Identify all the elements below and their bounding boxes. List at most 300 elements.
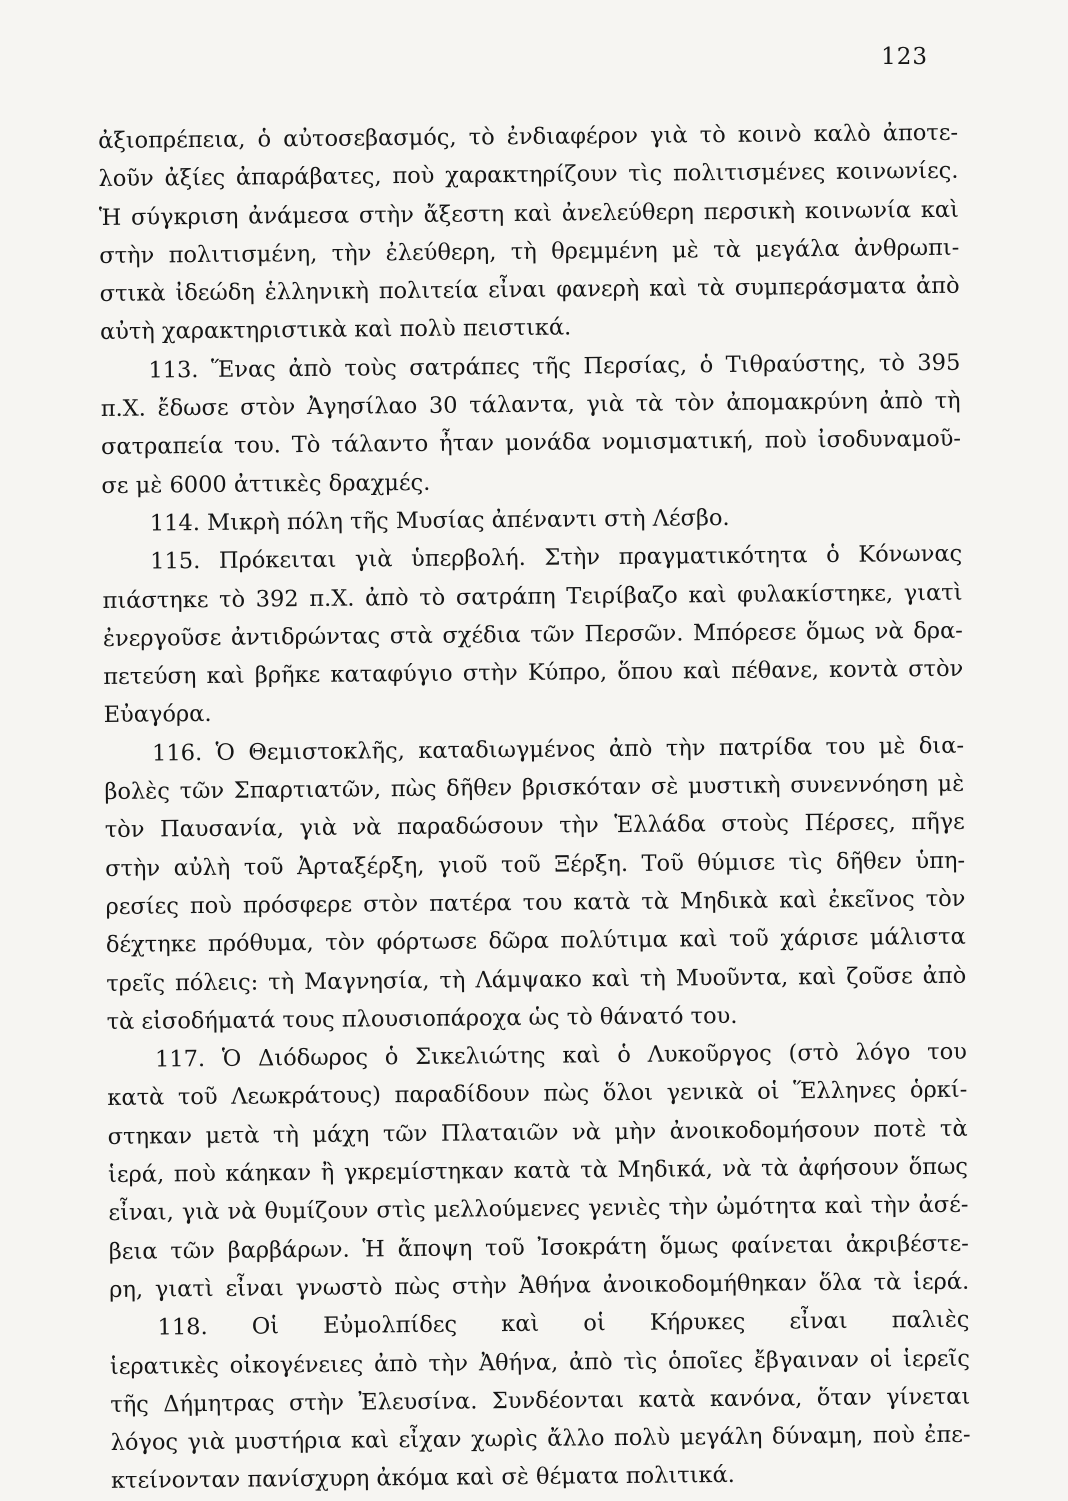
word: Μπόρεσε [692, 619, 797, 647]
word: μὴν [614, 1118, 657, 1145]
word: κατὰ [638, 1386, 696, 1413]
word: Ἀρταξέρξη, [296, 852, 425, 880]
word: τὴν [668, 1194, 709, 1221]
word: κοντὰ [828, 656, 899, 684]
word: φόρτωσε [376, 928, 478, 956]
word: καὶ [206, 662, 245, 690]
word: πόλεις: [174, 969, 259, 996]
word: ζοῦσε [846, 962, 913, 990]
word: καὶ [513, 200, 553, 227]
word: μυστήρια [234, 1427, 342, 1455]
word: γενιὲς [588, 1194, 661, 1222]
word: στὶς [376, 1197, 426, 1224]
word: 115. [150, 548, 201, 575]
word: γκρεμίστηκαν [343, 1158, 505, 1186]
word: μεγάλα [755, 235, 840, 263]
word: Τὸ [291, 432, 321, 459]
word: τὸ [468, 124, 495, 151]
word: στηκαν [107, 1122, 193, 1150]
word: ἔδωσε [157, 394, 229, 422]
word: τάλαντα, [469, 391, 575, 419]
word: Διόδωρος [257, 1044, 369, 1072]
word: πὼς [543, 1080, 590, 1108]
word: καὶ [350, 1427, 390, 1454]
word: ἀνοικοδομήσουν [669, 1116, 861, 1145]
word: γιατὶ [903, 579, 963, 606]
word: ἀπὸ [364, 584, 409, 612]
word: καὶ [682, 658, 722, 685]
word: σατράπη [455, 583, 556, 611]
word: στὸν [363, 890, 419, 918]
note-114: 114. Μικρὴ πόλη τῆς Μυσίας ἀπέναντι στὴ Λέσβο. [149, 504, 730, 537]
word: ὅπως [908, 1153, 969, 1181]
word: ἀφήσουν [798, 1154, 900, 1182]
word: ποὺ [189, 892, 233, 920]
word: ἀπὸ [922, 962, 967, 989]
text-line: κτείνονταν πανίσχυρη ἀκόμα καὶ σὲ θέματα πολιτικά. [110, 1462, 736, 1495]
word: τὸν [325, 929, 366, 957]
word: στὰ [389, 622, 433, 650]
word: γιὰ [181, 1199, 220, 1226]
word: γίνεται [886, 1383, 971, 1411]
word: πολὺ [613, 1424, 671, 1452]
word: σύγκριση [130, 203, 239, 231]
page-number: 123 [881, 44, 928, 70]
word: ὁποῖες [667, 1347, 744, 1375]
word: γνωστὸ [295, 1274, 383, 1302]
word: νομισματική, [601, 428, 754, 456]
word: ἦταν [439, 430, 495, 458]
word: πολιτεία [378, 277, 479, 305]
word: κατὰ [513, 1157, 571, 1185]
word: τοῦ [243, 853, 284, 881]
word: ἰσοδυναμοῦ- [817, 426, 962, 454]
word: ἄλλο [547, 1425, 605, 1452]
word: τὰ [635, 390, 664, 417]
text-line: τὰ εἰσοδήματά τους πλουσιοπάροχα ὡς τὸ θάνατό του. [106, 1002, 738, 1035]
word: ἐπε- [924, 1421, 971, 1449]
word: ὅμως [659, 1232, 719, 1260]
word: στὴν [99, 242, 155, 269]
notes-body [98, 114, 971, 1501]
word: καὶ [501, 1311, 540, 1338]
word: του [927, 1038, 967, 1066]
word: στὴν [462, 660, 518, 687]
word: νὰ [874, 618, 904, 645]
word: κανόνα, [709, 1385, 803, 1412]
word: πῆγε [911, 809, 965, 836]
word: τῆς [532, 353, 571, 380]
word: ἀπὸ [288, 355, 333, 382]
word: παραδώσουν [396, 813, 544, 841]
word: θύμισε [697, 849, 776, 876]
word: δῶρα [488, 927, 549, 955]
word: στὴν [288, 1389, 345, 1417]
word: Πρόκειται [218, 546, 337, 575]
word: αὐτοσεβασμός, [283, 124, 457, 153]
word: Θεμιστοκλῆς, [248, 737, 405, 766]
word: Ἀθήνα, [478, 1349, 559, 1376]
word: πὼς [394, 1273, 441, 1301]
word: τοῦ [500, 851, 541, 878]
word: Πέρσες, [804, 809, 896, 837]
word: ἀσέ- [918, 1192, 969, 1219]
word: ἀπὸ [373, 1350, 418, 1377]
word: ὁ [617, 1042, 632, 1069]
word: καὶ [779, 887, 818, 914]
word: οἱ [757, 1078, 780, 1106]
word: ἐκεῖνος [828, 886, 915, 913]
word: γιὰ [586, 391, 625, 418]
word: ἐνεργοῦσε [102, 624, 222, 652]
word: συνεννόηση [790, 771, 929, 799]
word: στὸν [908, 655, 964, 683]
word: ἀνάμεσα [248, 202, 350, 230]
word: σατράπες [409, 353, 520, 381]
word: 395 [917, 349, 961, 376]
word: Οἱ [251, 1313, 280, 1340]
word: δύναμη, [771, 1422, 864, 1450]
word: ἀξιοπρέπεια, [98, 126, 246, 154]
word: στὴν [358, 201, 415, 229]
word: ρεσίες [105, 893, 179, 920]
word: ὅλοι [602, 1080, 654, 1107]
word: νὰ [571, 1118, 601, 1146]
word: Ἑλλάδα [614, 811, 706, 839]
word: τὴν [428, 1350, 469, 1377]
word: μὲ [937, 770, 965, 798]
word: ἀνθρωπι- [853, 234, 960, 262]
word: μὲ [878, 733, 906, 760]
word: Ἀγησίλαο [306, 393, 418, 421]
word: νὰ [352, 814, 382, 841]
word: ἱερατικὲς [109, 1352, 219, 1380]
word: Τειρίβαζο [566, 582, 678, 610]
word: καὶ [562, 1042, 601, 1069]
word: λόγος [110, 1429, 179, 1457]
word: Ξέρξη. [554, 850, 629, 878]
word: ἀποτε- [882, 119, 959, 147]
word: του [825, 733, 866, 760]
word: παραδίδουν [394, 1081, 530, 1109]
word: ὑπερβολή. [410, 545, 526, 573]
word: τὸ [419, 584, 446, 611]
word: κοινὸ [737, 121, 802, 148]
text-line: σε μὲ 6000 ἀττικὲς δραχμές. [101, 469, 431, 499]
word: Περσῶν. [584, 620, 684, 648]
word: Εὐμολπίδες [323, 1311, 458, 1340]
word: Λάμψακο [475, 965, 583, 993]
word: Τιθραύστης, [725, 350, 867, 378]
word: ἱερά. [912, 1268, 970, 1296]
word: π.Χ. [100, 395, 147, 423]
text-line: Εὐαγόρα. [103, 701, 212, 729]
word: δια- [918, 732, 965, 759]
word: τὸν [674, 390, 715, 417]
word: τὰ [760, 1155, 789, 1182]
word: ἀνελεύθερη [561, 198, 695, 227]
word: πιάστηκε [102, 586, 209, 614]
word: πατέρα [429, 890, 512, 917]
word: καταφύγιο [330, 660, 453, 688]
word: πολύτιμα [560, 926, 668, 954]
word: εἶναι [488, 276, 547, 304]
word: Λεωκράτους) [231, 1082, 382, 1111]
word: τῆς [110, 1391, 149, 1418]
word: ποτὲ [873, 1115, 927, 1143]
word: ἀκριβέστε- [845, 1230, 969, 1258]
word: τὸ [878, 350, 905, 377]
word: συμπεράσματα [734, 273, 907, 302]
word: Πλαταιῶν [440, 1119, 559, 1147]
word: καταδιωγμένος [418, 736, 596, 764]
word: ἀπὸ [915, 272, 960, 300]
word: καὶ [920, 196, 960, 223]
word: ἀπὸ [568, 1348, 613, 1376]
word: τὰ [713, 236, 741, 263]
word: φυλακίστηκε, [737, 579, 894, 608]
word: τὴν [559, 812, 599, 839]
word: καὶ [688, 581, 727, 608]
word: Μαγνησία, [304, 967, 430, 995]
word: τῶν [382, 1120, 428, 1148]
word: στὸν [240, 394, 296, 421]
word: πρόθυμα, [207, 930, 314, 958]
word: εἶναι [225, 1275, 284, 1302]
word: ὁ [826, 542, 840, 569]
word: ποὺ [764, 427, 807, 454]
word: καλὸ [813, 120, 871, 148]
word: ἐνδιαφέρον [506, 122, 639, 151]
word: μετὰ [205, 1122, 260, 1149]
word: τὴν [331, 240, 372, 267]
word: Ἕνας [210, 356, 276, 383]
word: τῶν [179, 777, 225, 805]
word: περσικὴ [703, 197, 796, 225]
word: 118. [157, 1314, 208, 1341]
word: στὴν [451, 1273, 508, 1300]
word: τὸ [218, 586, 246, 613]
word: τὴ [934, 387, 961, 415]
word: τὰ [580, 1157, 609, 1184]
word: παλιὲς [891, 1306, 970, 1334]
word: Δήμητρας [163, 1390, 275, 1418]
word: Κήρυκες [649, 1309, 746, 1336]
word: ἱερεῖς [902, 1345, 971, 1372]
word: αὐλὴ [173, 854, 231, 881]
word: τάλαντο [331, 431, 429, 459]
word: Ἐλευσίνα. [358, 1388, 478, 1416]
word: ἔβγαιναν [753, 1346, 860, 1374]
text-line: αὐτὴ χαρακτηριστικὰ καὶ πολὺ πειστικά. [99, 314, 572, 346]
word: εἶναι [789, 1308, 848, 1335]
word: Τοῦ [641, 850, 684, 877]
word: τὸν [104, 816, 145, 844]
word: φαίνεται [731, 1231, 834, 1259]
word: του. [233, 432, 281, 460]
word: Ἡ [362, 1235, 385, 1263]
word: (στὸ [788, 1040, 839, 1067]
word: τὸ [699, 121, 726, 149]
word: ἢ [320, 1159, 335, 1186]
word: πατρίδα [718, 733, 813, 761]
word: σατραπεία [100, 433, 224, 461]
word: Ἡ [98, 204, 122, 231]
word: τὴ [639, 965, 666, 992]
word: βρῆκε [254, 662, 321, 689]
word: κάηκαν [225, 1160, 312, 1187]
word: μονάδα [504, 429, 591, 457]
word: 116. [151, 739, 203, 767]
word: τὰ [873, 1269, 902, 1296]
word: ἀπομακρύνη [726, 388, 868, 417]
word: Ἰσοκράτη [537, 1233, 647, 1261]
word: Παυσανία, [159, 815, 285, 843]
word: βεια [108, 1238, 158, 1265]
word: τὰ [641, 888, 670, 915]
word: στὴν [105, 855, 161, 882]
word: ποὺ [872, 1422, 915, 1449]
word: τοὺς [344, 354, 397, 382]
word: ποὺ [173, 1160, 216, 1188]
word: εἶχαν [398, 1426, 462, 1454]
word: Κύπρο, [527, 659, 608, 687]
word: κατὰ [573, 888, 631, 916]
word: πὼς [390, 775, 437, 803]
word: στικὰ [99, 280, 166, 308]
word: τὴ [439, 967, 466, 994]
word: γιὰ [299, 815, 338, 842]
word: Συνδέονται [491, 1386, 625, 1415]
word: τὶς [623, 1348, 658, 1375]
word: δῆθεν [835, 847, 903, 875]
word: καὶ [679, 926, 718, 953]
word: πρόσφερε [242, 891, 353, 919]
word: ὁ [384, 1044, 399, 1071]
word: Μηδικά, [617, 1156, 713, 1184]
word: Σικελιώτης [415, 1042, 546, 1071]
word: ἀξίες [164, 165, 226, 192]
word: ὁ [257, 126, 272, 153]
word: δρα- [913, 617, 963, 645]
word: Ὁ [215, 739, 236, 766]
word: Ἕλληνες [793, 1077, 897, 1105]
word: Σπαρτιατῶν, [233, 776, 382, 804]
word: τὶς [788, 848, 823, 876]
word: μάχη [312, 1121, 370, 1148]
word: ὑπη- [915, 847, 966, 874]
word: νὰ [722, 1155, 752, 1183]
word: ἰδεώδη [175, 279, 255, 307]
word: βολὲς [104, 778, 171, 806]
word: θυμίζουν [264, 1197, 369, 1225]
word: ὠμότητα [716, 1193, 817, 1221]
word: τὴ [510, 238, 537, 265]
word: πολιτισμένες [672, 159, 826, 187]
word: ὁ [699, 351, 714, 379]
word: Ὁ [221, 1045, 242, 1072]
word: πέθανε, [731, 657, 820, 685]
word: δέχτηκε [105, 931, 197, 959]
word: καὶ [649, 275, 688, 302]
word: δῆθεν [446, 775, 513, 802]
word: φανερὴ [556, 275, 640, 303]
word: ἀπὸ [879, 388, 924, 415]
word: τὴ [268, 968, 295, 995]
word: τὸν [925, 885, 966, 913]
word: ἑλληνικὴ [264, 278, 369, 306]
word: τὰ [939, 1115, 968, 1142]
word: καὶ [591, 965, 631, 992]
word: ὁρκί- [909, 1077, 968, 1104]
word: χάρισε [780, 924, 859, 952]
word: κοινωνία [804, 196, 912, 224]
word: τὴ [272, 1121, 300, 1149]
word: τῶν [530, 621, 575, 648]
word: τῶν [170, 1237, 215, 1264]
word: χαρακτηρίζουν [445, 161, 618, 189]
word: νὰ [227, 1198, 257, 1226]
word: τὰ [697, 275, 725, 302]
word: στοὺς [721, 810, 790, 838]
word: γενικὰ [666, 1079, 744, 1107]
word: ἱερά, [107, 1161, 165, 1188]
word: Κόνωνας [858, 540, 963, 568]
word: 113. [148, 356, 199, 384]
word: π.Χ. [309, 585, 355, 612]
word: ἀπαράβατες, [235, 163, 382, 191]
word: μάλιστα [869, 923, 966, 951]
word: τοῦ [728, 925, 769, 953]
word: ἀπὸ [608, 735, 653, 762]
word: Λυκοῦργος [647, 1040, 772, 1068]
word: τὴν [870, 1192, 911, 1219]
word: γιὰ [187, 1428, 226, 1456]
word: Μυοῦντα, [675, 963, 789, 992]
word: οἱ [583, 1310, 606, 1337]
word: του [522, 889, 563, 916]
word: γιοῦ [437, 851, 488, 879]
word: ὅταν [816, 1384, 872, 1411]
word: οἰκογένειες [229, 1351, 364, 1379]
word: βρισκόταν [521, 773, 642, 802]
word: τοῦ [177, 1084, 218, 1111]
word: μυστικὴ [687, 772, 781, 800]
word: εἶναι, [108, 1199, 174, 1227]
word: 117. [154, 1046, 206, 1073]
word: ἀντιδρώντας [230, 623, 381, 651]
word: κατὰ [107, 1084, 165, 1112]
word: ἀνοικοδομήθηκαν [602, 1270, 807, 1299]
word: ὅλα [818, 1269, 862, 1297]
word: Ἀθήνα [518, 1272, 592, 1299]
word: θρεμμένη [551, 237, 658, 265]
word: ποὺ [392, 163, 435, 190]
word: γιὰ [650, 122, 688, 149]
word: Μηδικὰ [679, 887, 769, 915]
word: οἱ [869, 1345, 893, 1373]
word: βαρβάρων. [227, 1236, 350, 1264]
word: πολιτισμένη, [168, 240, 318, 269]
word: πραγματικότητα [618, 542, 808, 571]
word: ἄποψη [397, 1235, 473, 1262]
word: μὲ [671, 237, 699, 264]
word: ὅμως [805, 618, 866, 646]
word: ρη, [109, 1276, 144, 1303]
word: χωρὶς [470, 1425, 538, 1453]
word: 392 [255, 585, 299, 613]
word: καὶ [798, 963, 837, 990]
